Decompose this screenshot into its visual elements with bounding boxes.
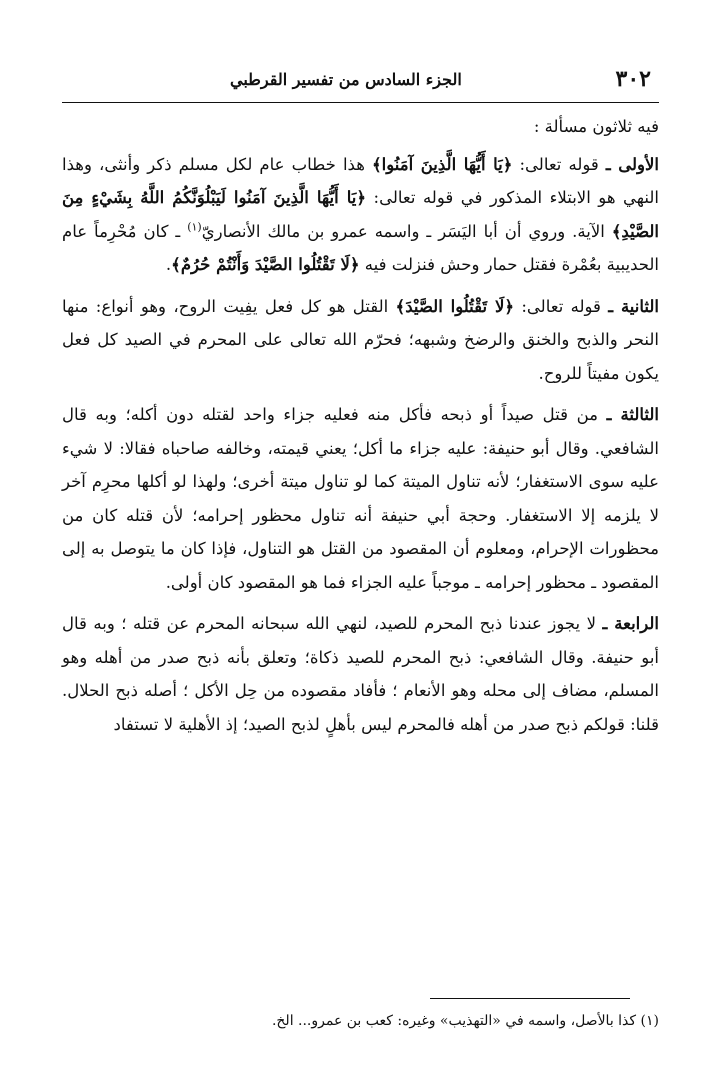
intro-line: فيه ثلاثون مسألة : [533, 117, 659, 136]
paragraph-first [62, 148, 659, 282]
header-rule [62, 102, 659, 103]
paragraph-text: هذا خطاب عام لكل مسلم ذكر وأنثى، وهذا النهي هو الابتلاء المذكور في قوله تعالى: [62, 154, 660, 207]
paragraph-third [62, 398, 659, 599]
paragraph-second [62, 290, 659, 391]
page-header [60, 66, 657, 96]
main-text [62, 110, 659, 749]
paragraph-text: قوله تعالى: [514, 296, 609, 316]
paragraph-lead: الأولى ـ [605, 154, 659, 174]
quran-verse: ﴿يَا أَيُّهَا الَّذِينَ آمَنُوا﴾ [371, 154, 513, 174]
paragraph-text: الآية. وروي أن أبا اليَسَر ـ واسمه عمرو بن مالك الأنصاريّ [201, 221, 612, 241]
paragraph-text: . [165, 255, 172, 274]
paragraph-text: قوله تعالى: [512, 154, 606, 174]
footnote-rule [430, 998, 630, 999]
paragraph-lead: الرابعة ـ [602, 614, 659, 633]
paragraph-lead: الثالثة ـ [606, 405, 659, 424]
footnote-ref[interactable]: (١) [187, 220, 202, 233]
page-number: ٣٠٢ [615, 66, 651, 92]
quran-verse: ﴿لَا تَقْتُلُوا الصَّيْدَ وَأَنْتُمْ حُرُمٌ﴾ [171, 255, 360, 274]
quran-verse: ﴿يَا أَيُّهَا الَّذِينَ آمَنُوا لَيَبْلُوَنَّكُمُ اللَّهُ بِشَيْءٍ مِنَ الصَّيْدِ﴾ [62, 188, 659, 241]
paragraph-text: لا يجوز عندنا ذبح المحرم للصيد، لنهي الله سبحانه المحرم عن قتله ؛ وبه قال أبو حنيفة. وقال الشافعي: ذبح المحرم للصيد ذكاة؛ وتعلق بأنه ذبح صدر من أهله وهو المسلم، مضاف إلى محله وهو الأنعام ؛ فأفاد مقصوده من حِل الأكل ؛ أصله ذبح الحلال. قلنا: قولكم ذبح صدر من أهله فالمحرم ليس بأهلٍ لذبح الصيد؛ إذ الأهلية لا تستفاد [62, 614, 659, 734]
paragraph-lead: الثانية ـ [608, 296, 659, 316]
footnote: (١) كذا بالأصل، واسمه في «التهذيب» وغيره: كعب بن عمرو... الخ. [271, 1013, 659, 1029]
running-title: الجزء السادس من تفسير القرطبي [230, 70, 462, 89]
paragraph-text: ـ كان مُحْرِماً عام الحديبية بعُمْرة فقتل حمار وحش فنزلت فيه [62, 221, 659, 274]
paragraph-text: القتل هو كل فعل يفِيت الروح، وهو أنواع: منها النحر والذبح والخنق والرضخ وشبهه؛ فحرّم الله تعالى على المحرم في الصيد كل فعل يكون مفيتاً للروح. [62, 296, 659, 383]
quran-verse: ﴿لَا تَقْتُلُوا الصَّيْدَ﴾ [395, 296, 515, 316]
paragraph-fourth [62, 607, 659, 741]
paragraph-text: من قتل صيداً أو ذبحه فأكل منه فعليه جزاء واحد لقتله دون أكله؛ وبه قال الشافعي. وقال أبو حنيفة: عليه جزاء ما أكل؛ يعني قيمته، وخالفه صاحباه فقالا: لا شيء عليه سوى الاستغفار؛ لأنه تناول الميتة كما لو تناول ميتة أخرى؛ ولهذا لو أكلها محرِم آخر لا يلزمه إلا الاستغفار. وحجة أبي حنيفة أنه تناول محظور إحرامه؛ لأن قتله كان من محظورات الإحرام، ومعلوم أن المقصود من القتل هو التناول، فإذا كان ما يتوصل به إلى المقصود ـ محظور إحرامه ـ موجباً عليه الجزاء فما هو المقصود كان أولى. [62, 405, 659, 592]
